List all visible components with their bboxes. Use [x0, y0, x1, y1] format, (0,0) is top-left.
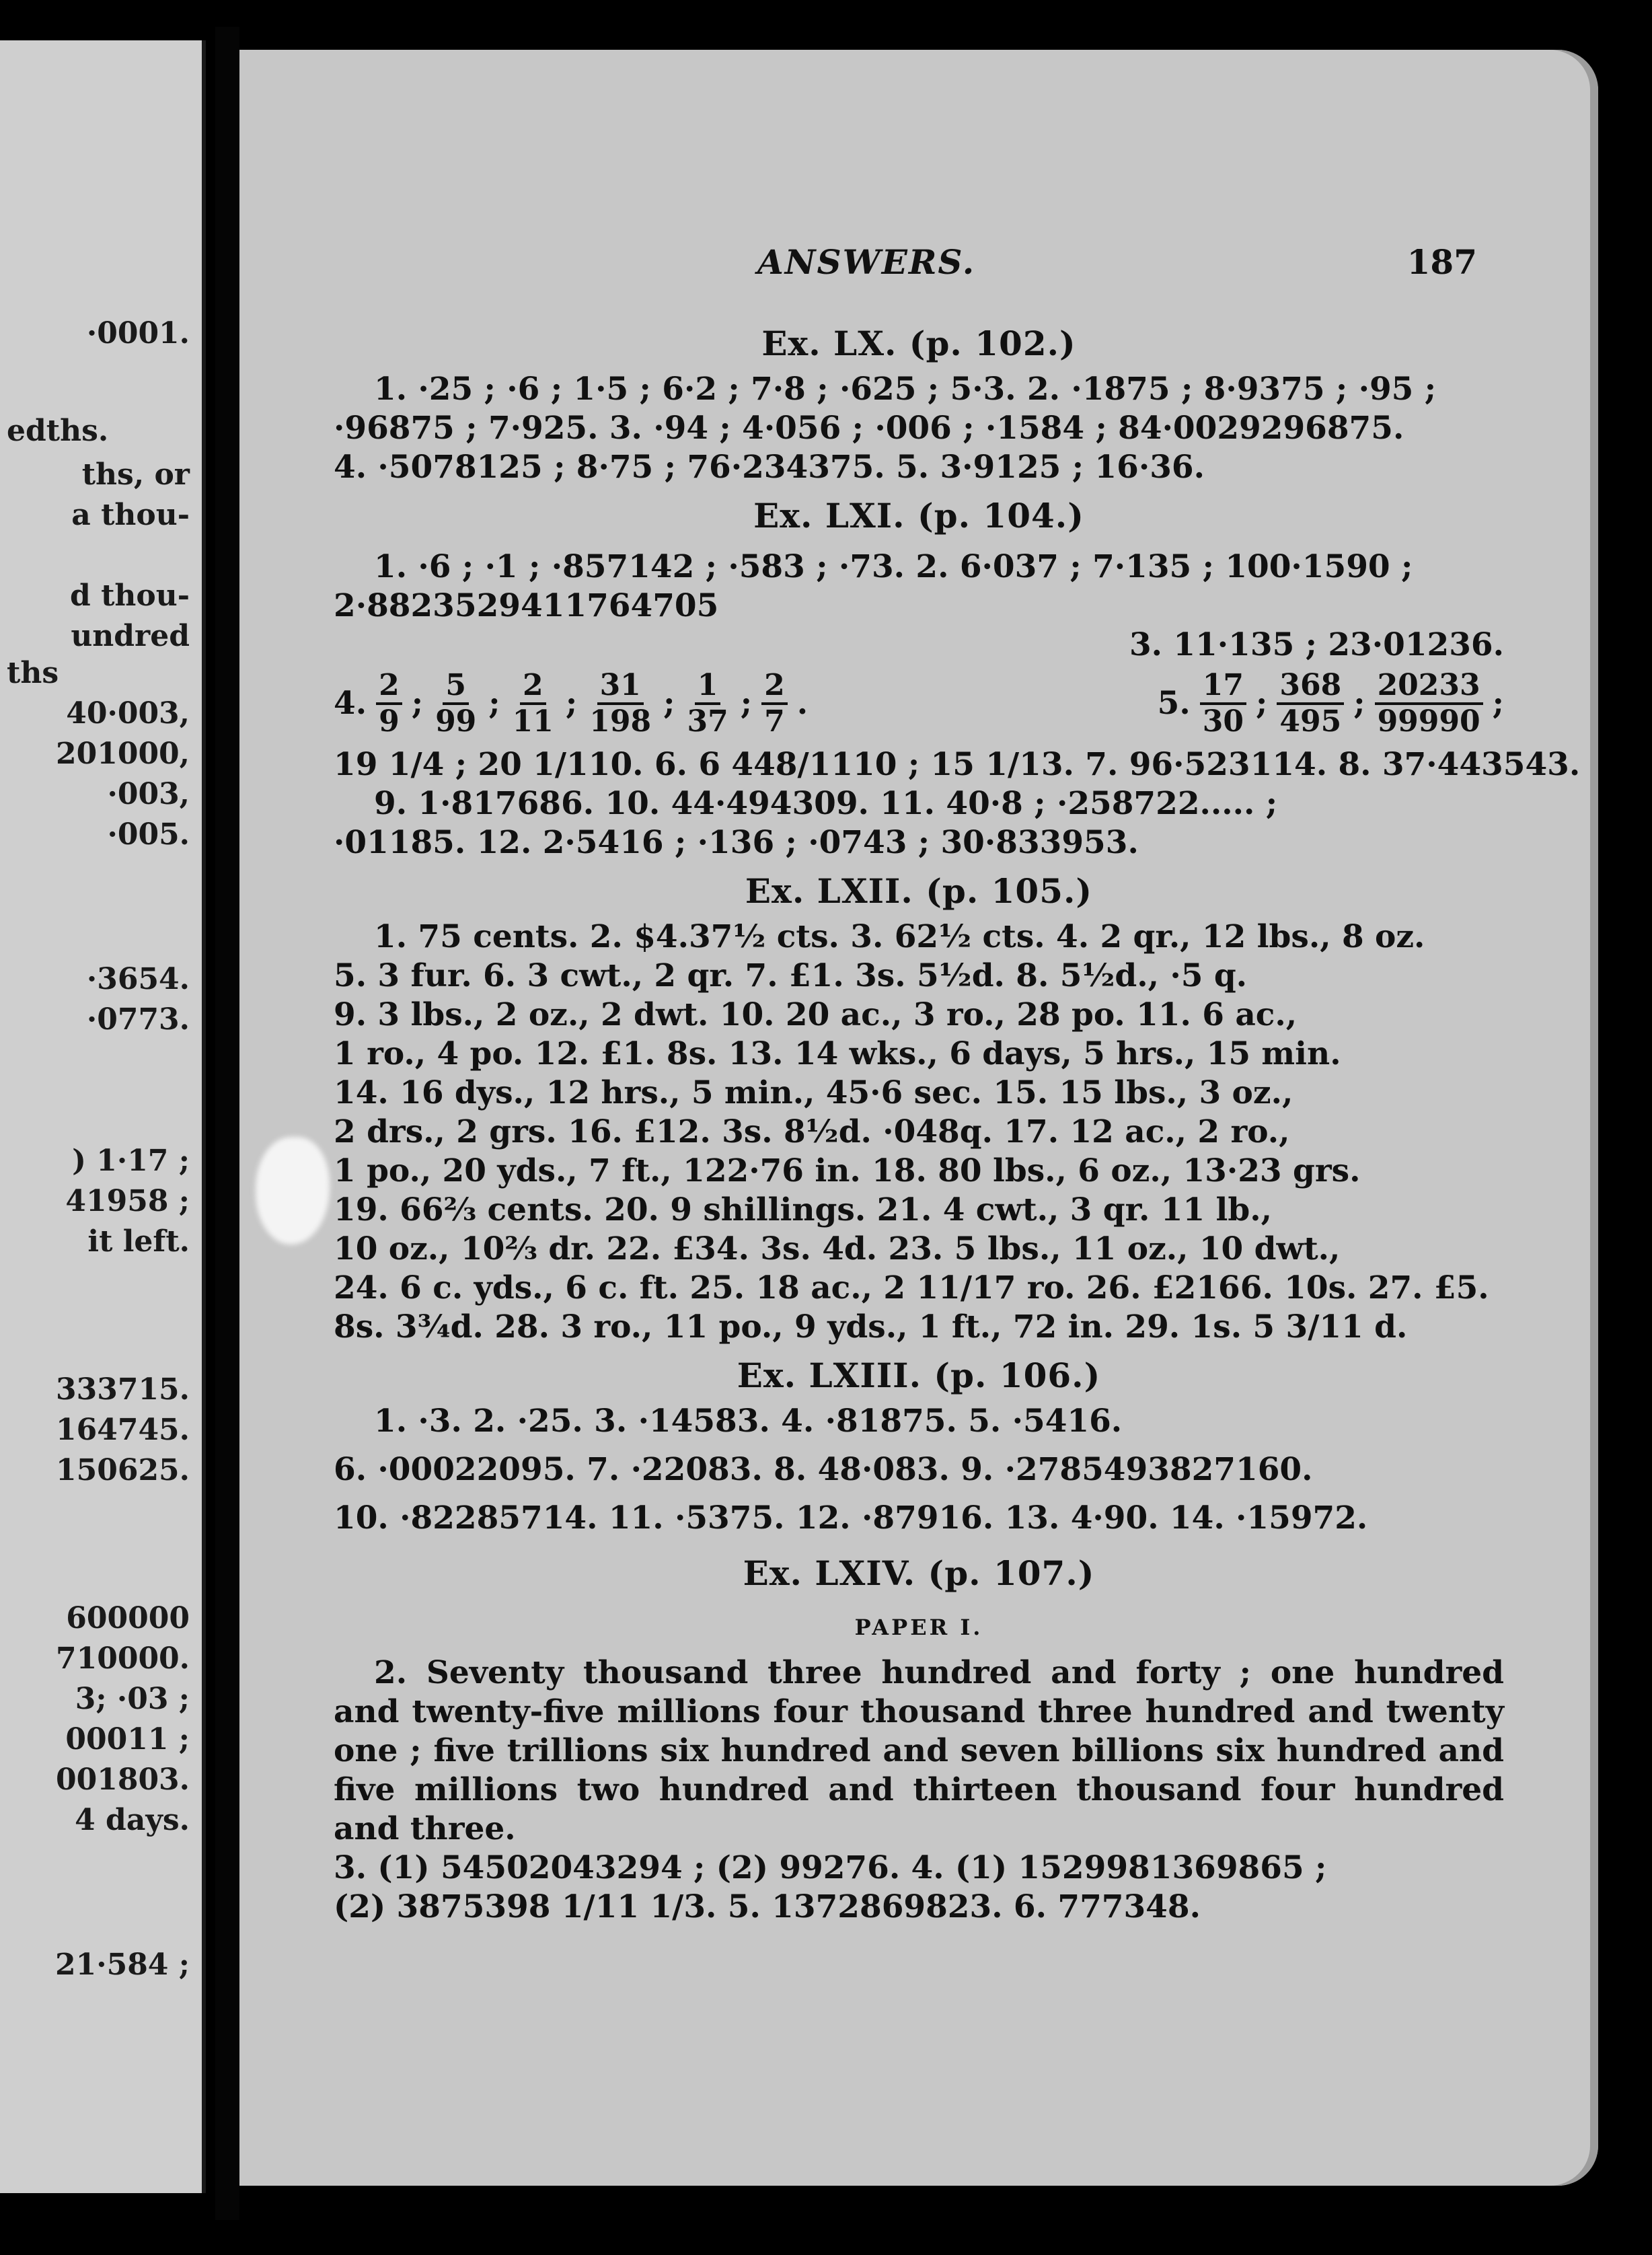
exercise-heading: Ex. LXI. (p. 104.) — [753, 496, 1084, 535]
answer-line: 1. 75 cents. 2. $4.37½ cts. 3. 62½ cts. 4. 2 qr., 12 lbs., 8 oz. — [374, 918, 1425, 955]
left-fragment: d thou- — [70, 579, 190, 613]
answer-line: 10. ·82285714. 11. ·5375. 12. ·87916. 13. 4·90. 14. ·15972. — [334, 1500, 1368, 1537]
fraction: $\frac{2}{7}$ — [761, 669, 788, 739]
answer-line: 2 drs., 2 grs. 16. £12. 3s. 8½d. ·048q. 17. 12 ac., 2 ro., — [334, 1113, 1290, 1150]
answer-line: 1 po., 20 yds., 7 ft., 122·76 in. 18. 80 lbs., 6 oz., 13·23 grs. — [334, 1152, 1361, 1189]
fraction-group-4: 4. $\frac{2}{9}$ ; $\frac{5}{99}$ ; $\frac{2}{11}$ ; $\frac{31}{198}$ ; $\frac{1}{37}$ ; $\frac{2}{7}$ . — [334, 668, 809, 739]
exercise-heading: Ex. LXIV. (p. 107.) — [743, 1553, 1095, 1593]
left-fragment: 3; ·03 ; — [75, 1682, 190, 1716]
answer-line: 9. 3 lbs., 2 oz., 2 dwt. 10. 20 ac., 3 ro., 28 po. 11. 6 ac., — [334, 996, 1298, 1033]
answer-number: 4. — [334, 685, 367, 722]
answer-line: 2·8823529411764705 — [334, 587, 719, 624]
fraction: $\frac{20233}{99990}$ — [1375, 669, 1483, 739]
left-fragment: ·003, — [107, 777, 190, 811]
answer-line: 14. 16 dys., 12 hrs., 5 min., 45·6 sec. 15. 15 lbs., 3 oz., — [334, 1074, 1293, 1111]
answer-line: 1 ro., 4 po. 12. £1. 8s. 13. 14 wks., 6 days, 5 hrs., 15 min. — [334, 1035, 1341, 1072]
book-page — [239, 50, 1598, 2186]
left-fragment: 40·003, — [66, 696, 190, 731]
answer-line: 3. (1) 54502043294 ; (2) 99276. 4. (1) 1529981369865 ; — [334, 1849, 1327, 1886]
answers-content — [334, 319, 1581, 1927]
fraction: $\frac{368}{495}$ — [1277, 669, 1344, 739]
left-fragment: ·0773. — [86, 1002, 190, 1037]
fraction: $\frac{2}{11}$ — [512, 668, 554, 739]
left-fragment: ·3654. — [86, 962, 190, 996]
answer-line: 6. ·00022095. 7. ·22083. 8. 48·083. 9. ·2785493827160. — [334, 1451, 1313, 1488]
left-fragment: 710000. — [55, 1641, 190, 1676]
left-fragment: undred — [71, 619, 190, 653]
book-gutter — [215, 27, 239, 2220]
answer-line: ·96875 ; 7·925. 3. ·94 ; 4·056 ; ·006 ; ·1584 ; 84·0029296875. — [334, 410, 1404, 447]
answer-line: 1. ·3. 2. ·25. 3. ·14583. 4. ·81875. 5. ·5416. — [374, 1403, 1123, 1440]
left-fragment: edths. — [7, 414, 109, 448]
left-fragment: 00011 ; — [65, 1722, 190, 1757]
answer-line: 1. ·25 ; ·6 ; 1·5 ; 6·2 ; 7·8 ; ·625 ; 5·3. 2. ·1875 ; 8·9375 ; ·95 ; — [374, 371, 1437, 408]
left-fragment: 21·584 ; — [55, 1948, 190, 1982]
answer-line: 1. ·6 ; ·1 ; ·857142 ; ·583 ; ·73. 2. 6·037 ; 7·135 ; 100·1590 ; — [374, 548, 1413, 585]
answer-line: 4. ·5078125 ; 8·75 ; 76·234375. 5. 3·9125 ; 16·36. — [334, 449, 1205, 486]
left-fragment: ths — [7, 656, 59, 690]
answer-line: 3. 11·135 ; 23·01236. — [1129, 626, 1504, 663]
answer-line: 8s. 3¾d. 28. 3 ro., 11 po., 9 yds., 1 ft., 72 in. 29. 1s. 5 3/11 d. — [334, 1308, 1408, 1345]
fraction: $\frac{5}{99}$ — [435, 668, 477, 739]
left-fragment: a thou- — [71, 498, 190, 532]
left-fragment: 001803. — [55, 1763, 190, 1797]
answer-line: 24. 6 c. yds., 6 c. ft. 25. 18 ac., 2 11/17 ro. 26. £2166. 10s. 27. £5. — [334, 1269, 1489, 1306]
left-fragment: it left. — [87, 1224, 190, 1259]
answer-paragraph: 2. Seventy thousand three hundred and forty ; one hundred and twenty-five millions four thousand three hundred and twenty one ; five trillions six hundred and seven billions six hundred and five millions two hundred and thirteen thousand four hundred and three. — [334, 1654, 1504, 1847]
answer-number: 5. — [1157, 685, 1191, 722]
running-head — [239, 242, 1598, 283]
exercise-heading: Ex. LXIII. (p. 106.) — [737, 1356, 1101, 1395]
left-fragment: 333715. — [55, 1372, 190, 1407]
exercise-heading: Ex. LX. (p. 102.) — [761, 324, 1076, 363]
fraction: $\frac{2}{9}$ — [376, 669, 402, 739]
answer-line: ·01185. 12. 2·5416 ; ·136 ; ·0743 ; 30·833953. — [334, 824, 1139, 861]
answer-line: 10 oz., 10⅔ dr. 22. £34. 3s. 4d. 23. 5 lbs., 11 oz., 10 dwt., — [334, 1230, 1341, 1267]
left-fragment: ·0001. — [86, 316, 190, 350]
answer-line: 19 1/4 ; 20 1/110. 6. 6 448/1110 ; 15 1/13. 7. 96·523114. 8. 37·443543. — [334, 746, 1581, 783]
page-number: 187 — [1406, 242, 1477, 282]
left-fragment: ·005. — [107, 817, 190, 852]
fraction: $\frac{31}{198}$ — [589, 668, 652, 739]
answer-line: 9. 1·817686. 10. 44·494309. 11. 40·8 ; ·258722..... ; — [374, 785, 1278, 822]
fraction: $\frac{17}{30}$ — [1200, 669, 1246, 739]
left-fragment: 600000 — [66, 1601, 190, 1635]
paper-subheading: PAPER I. — [854, 1615, 983, 1640]
left-fragment: 4 days. — [75, 1803, 190, 1837]
left-fragment: 201000, — [55, 737, 190, 771]
facing-page-fragment — [0, 40, 206, 2193]
left-fragment: ths, or — [81, 457, 190, 492]
left-fragment: 164745. — [55, 1413, 190, 1447]
left-fragment: ) 1·17 ; — [72, 1144, 190, 1178]
answer-line: 19. 66⅔ cents. 20. 9 shillings. 21. 4 cwt., 3 qr. 11 lb., — [334, 1191, 1272, 1228]
left-fragment: 41958 ; — [65, 1184, 190, 1218]
fraction-answers — [334, 669, 1504, 739]
answer-line: 5. 3 fur. 6. 3 cwt., 2 qr. 7. £1. 3s. 5½d. 8. 5½d., ·5 q. — [334, 957, 1248, 994]
fraction: $\frac{1}{37}$ — [687, 668, 728, 739]
fraction-group-5: 5. $\frac{17}{30}$ ; $\frac{368}{495}$ ; $\frac{20233}{99990}$ ; — [1157, 668, 1504, 739]
left-fragment: 150625. — [55, 1453, 190, 1487]
exercise-heading: Ex. LXII. (p. 105.) — [745, 871, 1093, 911]
answer-line: (2) 3875398 1/11 1/3. 5. 1372869823. 6. 777348. — [334, 1888, 1201, 1925]
running-title: ANSWERS. — [757, 242, 976, 282]
